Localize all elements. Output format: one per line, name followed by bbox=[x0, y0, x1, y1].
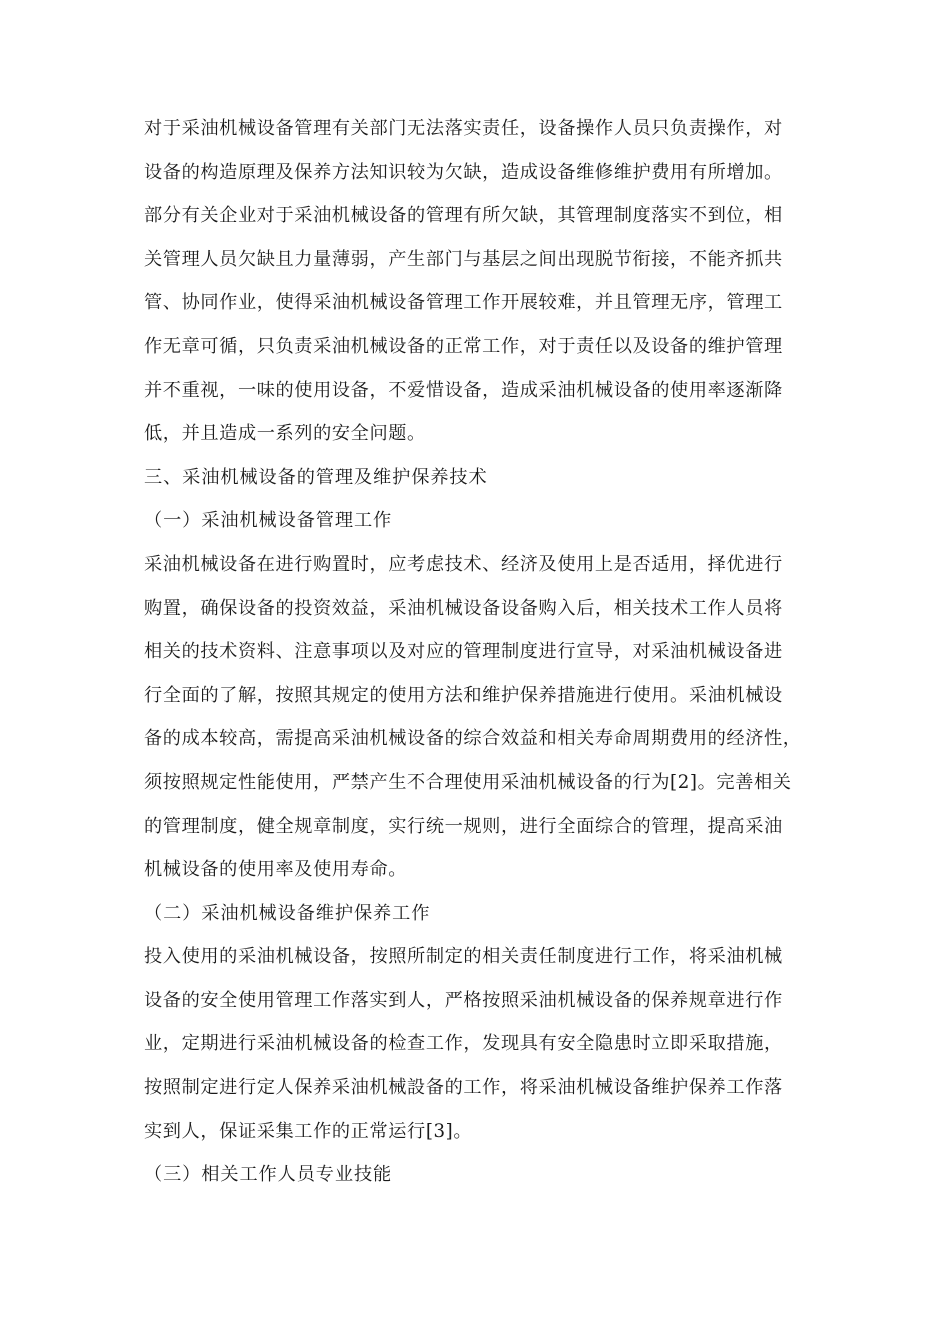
paragraph-line: 采油机械设备在进行购置时，应考虑技术、经济及使用上是否适用，择优进行 bbox=[144, 553, 783, 575]
paragraph-line: 机械设备的使用率及使用寿命。 bbox=[144, 859, 408, 881]
paragraph-line: 业，定期进行采油机械设备的检查工作，发现具有安全隐患时立即采取措施， bbox=[144, 1033, 783, 1055]
paragraph-line: 关管理人员欠缺且力量薄弱，产生部门与基层之间出现脱节衔接，不能齐抓共 bbox=[144, 248, 783, 270]
paragraph-line: 对于采油机械设备管理有关部门无法落实责任，设备操作人员只负责操作，对 bbox=[144, 118, 783, 139]
section-heading: 三、采油机械设备的管理及维护保养技术 bbox=[144, 466, 488, 488]
paragraph-line: 部分有关企业对于采油机械设备的管理有所欠缺，其管理制度落实不到位，相 bbox=[144, 205, 783, 227]
paragraph-line: 按照制定进行定人保养采油机械設备的工作，将采油机械设备维护保养工作落 bbox=[144, 1077, 783, 1099]
paragraph-line: 设备的安全使用管理工作落实到人，严格按照采油机械设备的保养规章进行作 bbox=[144, 989, 783, 1011]
paragraph-line: 须按照规定性能使用，严禁产生不合理使用采油机械设备的行为[2]。完善相关 bbox=[144, 771, 792, 793]
paragraph-line: 并不重视，一味的使用设备，不爱惜设备，造成采油机械设备的使用率逐渐降 bbox=[144, 379, 783, 401]
paragraph-line: 低，并且造成一系列的安全问题。 bbox=[144, 423, 426, 445]
paragraph-line: 行全面的了解，按照其规定的使用方法和维护保养措施进行使用。采油机械设 bbox=[144, 684, 783, 706]
paragraph-line: 投入使用的采油机械设备，按照所制定的相关责任制度进行工作，将采油机械 bbox=[144, 946, 783, 968]
paragraph-line: 管、协同作业，使得采油机械设备管理工作开展较难，并且管理无序，管理工 bbox=[144, 292, 783, 314]
paragraph-line: 实到人，保证采集工作的正常运行[3]。 bbox=[144, 1120, 473, 1142]
paragraph-line: 作无章可循，只负责采油机械设备的正常工作，对于责任以及设备的维护管理 bbox=[144, 335, 783, 357]
paragraph-line: 相关的技术资料、注意事项以及对应的管理制度进行宣导，对采油机械设备进 bbox=[144, 641, 783, 663]
paragraph-line: 购置，确保设备的投资效益，采油机械设备设备购入后，相关技术工作人员将 bbox=[144, 597, 783, 619]
subsection-heading: （二）采油机械设备维护保养工作 bbox=[144, 902, 431, 924]
subsection-heading: （三）相关工作人员专业技能 bbox=[144, 1164, 393, 1186]
paragraph-line: 设备的构造原理及保养方法知识较为欠缺，造成设备维修维护费用有所增加。 bbox=[144, 161, 783, 183]
document-page bbox=[144, 107, 808, 1197]
paragraph-line: 的管理制度，健全规章制度，实行统一规则，进行全面综合的管理，提高采油 bbox=[144, 815, 783, 837]
paragraph-line: 备的成本较高，需提高采油机械设备的综合效益和相关寿命周期费用的经济性， bbox=[144, 728, 802, 750]
subsection-heading: （一）采油机械设备管理工作 bbox=[144, 510, 393, 532]
